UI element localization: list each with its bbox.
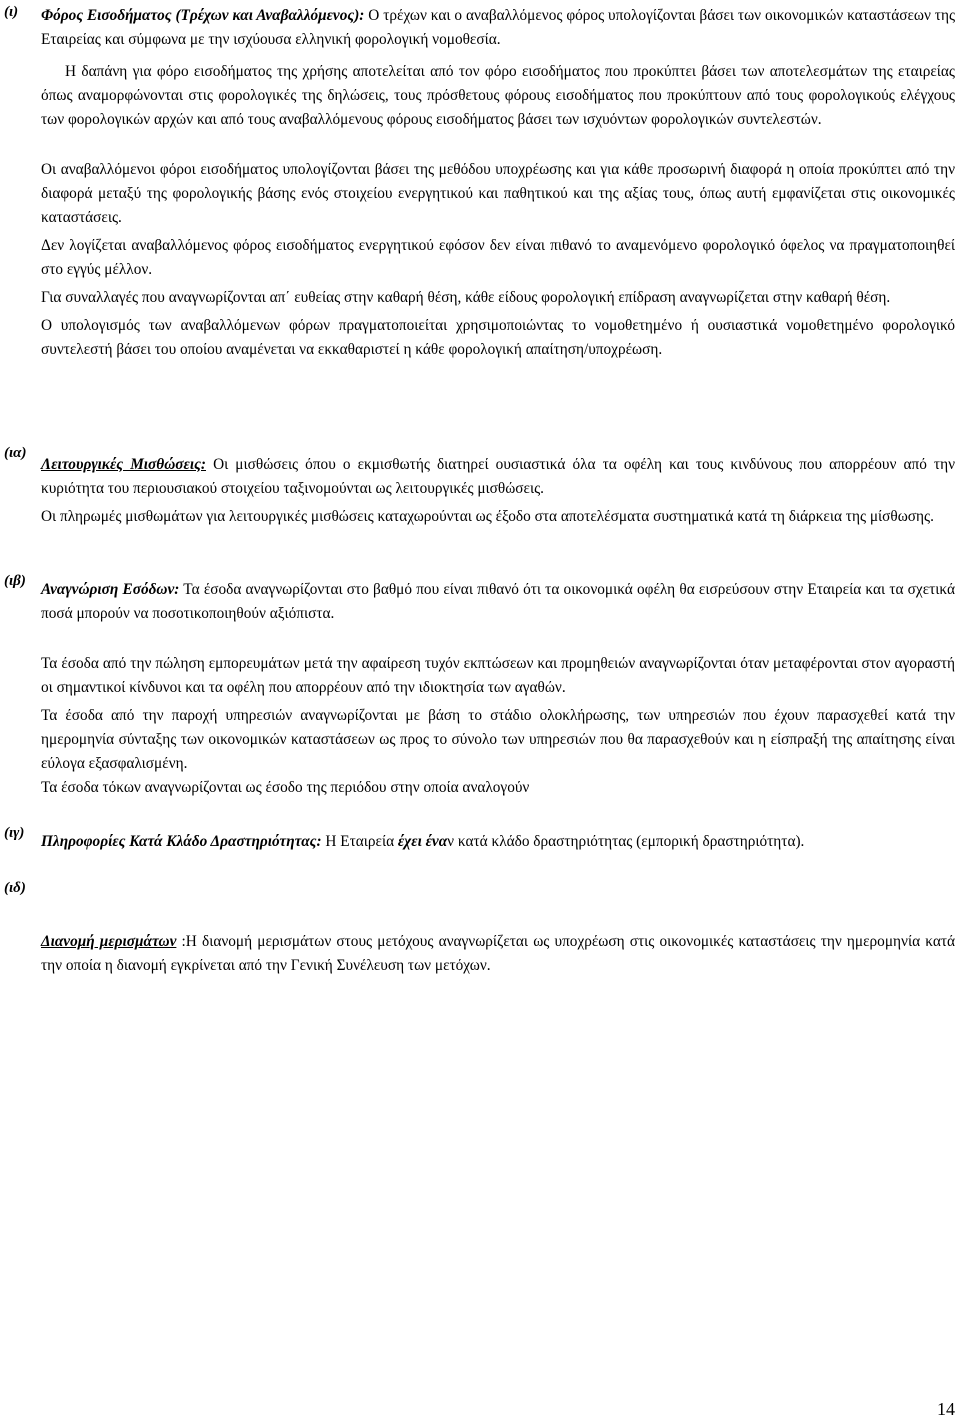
deferred-tax-paragraph: Οι αναβαλλόμενοι φόροι εισοδήματος υπολογίζονται βάσει της μεθόδου υποχρέωσης και για κάθε προσωρινή διαφορά η οποία προκύπτει από την διαφορά μεταξύ της φορολογικής βάσης ενός στοιχείου ενεργητικού και παθητικού και της αξίας τους, όπως αυτή εμφανίζεται στις οικονομικές καταστάσεις. xyxy=(41,161,955,226)
dividend-distribution-text: Διανομή μερισμάτων :Η διανομή μερισμάτων στους μετόχους αναγνωρίζεται ως υποχρέωση στις οικονομικές καταστάσεις την ημερομηνία κατά την οποία η διανομή εγκρίνεται από την Γενική Συνέλευση των μετόχων. xyxy=(41,933,955,974)
section-marker-id: (ιδ) xyxy=(4,880,26,896)
income-tax-intro-text: Ο τρέχων και ο αναβαλλόμενος φόρος υπολογίζονται βάσει των οικονομικών καταστάσεων της Εταιρείας και σύμφωνα με την ισχύουσα ελληνική φορολογική νομοθεσία. xyxy=(41,7,955,48)
section-marker-ig: (ιγ) xyxy=(4,825,25,841)
section-operating-leases xyxy=(41,453,955,529)
deferred-tax-asset-paragraph: Δεν λογίζεται αναβαλλόμενος φόρος εισοδήματος ενεργητικού εφόσον δεν είναι πιθανό το αναμενόμενο φορολογικό όφελος να πραγματοποιηθεί στο εγγύς μέλλον. xyxy=(41,237,955,278)
income-tax-title: Φόρος Εισοδήματος (Τρέχων και Αναβαλλόμενος): xyxy=(41,7,365,24)
revenue-recognition-text: Αναγνώριση Εσόδων: Τα έσοδα αναγνωρίζονται στο βαθμό που είναι πιθανό ότι τα οικονομικά οφέλη θα εισρεύσουν στην Εταιρεία και τα σχετικά ποσά μπορούν να ποσοτικοποιηθούν αξιόπιστα. xyxy=(41,581,955,622)
equity-tax-paragraph: Για συναλλαγές που αναγνωρίζονται απ΄ ευθείας στην καθαρή θέση, κάθε είδους φορολογική επίδραση αναγνωρίζεται στην καθαρή θέση. xyxy=(41,289,891,306)
revenue-recognition-title: Αναγνώριση Εσόδων: xyxy=(41,581,180,598)
section-segment-information xyxy=(41,830,955,854)
section-revenue-recognition xyxy=(41,578,955,800)
operating-leases-title: Λειτουργικές Μισθώσεις: xyxy=(41,456,206,473)
segment-information-text: Πληροφορίες Κατά Κλάδο Δραστηριότητας: Η Εταιρεία έχει έναν κατά κλάδο δραστηριότητας (εμπορική δραστηριότητα). xyxy=(41,833,805,850)
section-marker-ib: (ιβ) xyxy=(4,573,26,589)
operating-leases-text: Λειτουργικές Μισθώσεις: Οι μισθώσεις όπου ο εκμισθωτής διατηρεί ουσιαστικά όλα τα οφέλη και τους κινδύνους που απορρέουν από την κυριότητα του περιουσιακού στοιχείου ταξινομούνται ως λειτουργικές μισθώσεις. xyxy=(41,456,955,497)
revenue-goods-paragraph: Τα έσοδα από την πώληση εμπορευμάτων μετά την αφαίρεση τυχόν εκπτώσεων και προμηθειών αναγνωρίζονται όταν μεταφέρονται στον αγοραστή οι σημαντικοί κίνδυνοι και τα οφέλη που απορρέουν από την ιδιοκτησία των αγαθών. xyxy=(41,655,955,696)
page-number: 14 xyxy=(937,1399,955,1419)
section-marker-ia: (ια) xyxy=(4,445,27,461)
income-tax-intro xyxy=(41,4,955,52)
section-dividend-distribution xyxy=(41,930,955,978)
income-tax-paragraph: Η δαπάνη για φόρο εισοδήματος της χρήσης αποτελείται από τον φόρο εισοδήματος που προκύπτει βάσει των αποτελεσμάτων της εταιρείας όπως αναμορφώνονται στις φορολογικές της δηλώσεις, τους πρόσθετους φόρους εισοδήματος που προκύπτουν από τους φορολογικούς ελέγχους των φορολογικών αρχών και από τους αναβαλλόμενους φόρους εισοδήματος βάσει των ισχυόντων φορολογικών συντελεστών. xyxy=(41,63,955,128)
section-marker-i: (ι) xyxy=(4,4,19,20)
revenue-services-paragraph: Τα έσοδα από την παροχή υπηρεσιών αναγνωρίζονται με βάση το στάδιο ολοκλήρωσης, των υπηρεσιών που έχουν παρασχεθεί κατά την ημερομηνία σύνταξης των οικονομικών καταστάσεων ως προς το σύνολο των υπηρεσιών που θα παρασχεθούν και η είσπραξή της απαίτησης είναι εύλογα εξασφαλισμένη. xyxy=(41,707,955,772)
tax-rate-paragraph: Ο υπολογισμός των αναβαλλόμενων φόρων πραγματοποιείται χρησιμοποιώντας το νομοθετημένο ή ουσιαστικά νομοθετημένο φορολογικό συντελεστή βάσει του οποίου αναμένεται να εκκαθαριστεί η κάθε φορολογική απαίτηση/υποχρέωση. xyxy=(41,317,955,358)
segment-information-title: Πληροφορίες Κατά Κλάδο Δραστηριότητας: xyxy=(41,833,322,850)
section-income-tax xyxy=(41,4,955,362)
operating-leases-payments: Οι πληρωμές μισθωμάτων για λειτουργικές μισθώσεις καταχωρούνται ως έξοδο στα αποτελέσματα συστηματικά κατά τη διάρκεια της μίσθωσης. xyxy=(41,508,934,525)
dividend-distribution-title: Διανομή μερισμάτων xyxy=(41,933,177,950)
revenue-interest-paragraph: Τα έσοδα τόκων αναγνωρίζονται ως έσοδο της περιόδου στην οποία αναλογούν xyxy=(41,779,530,796)
